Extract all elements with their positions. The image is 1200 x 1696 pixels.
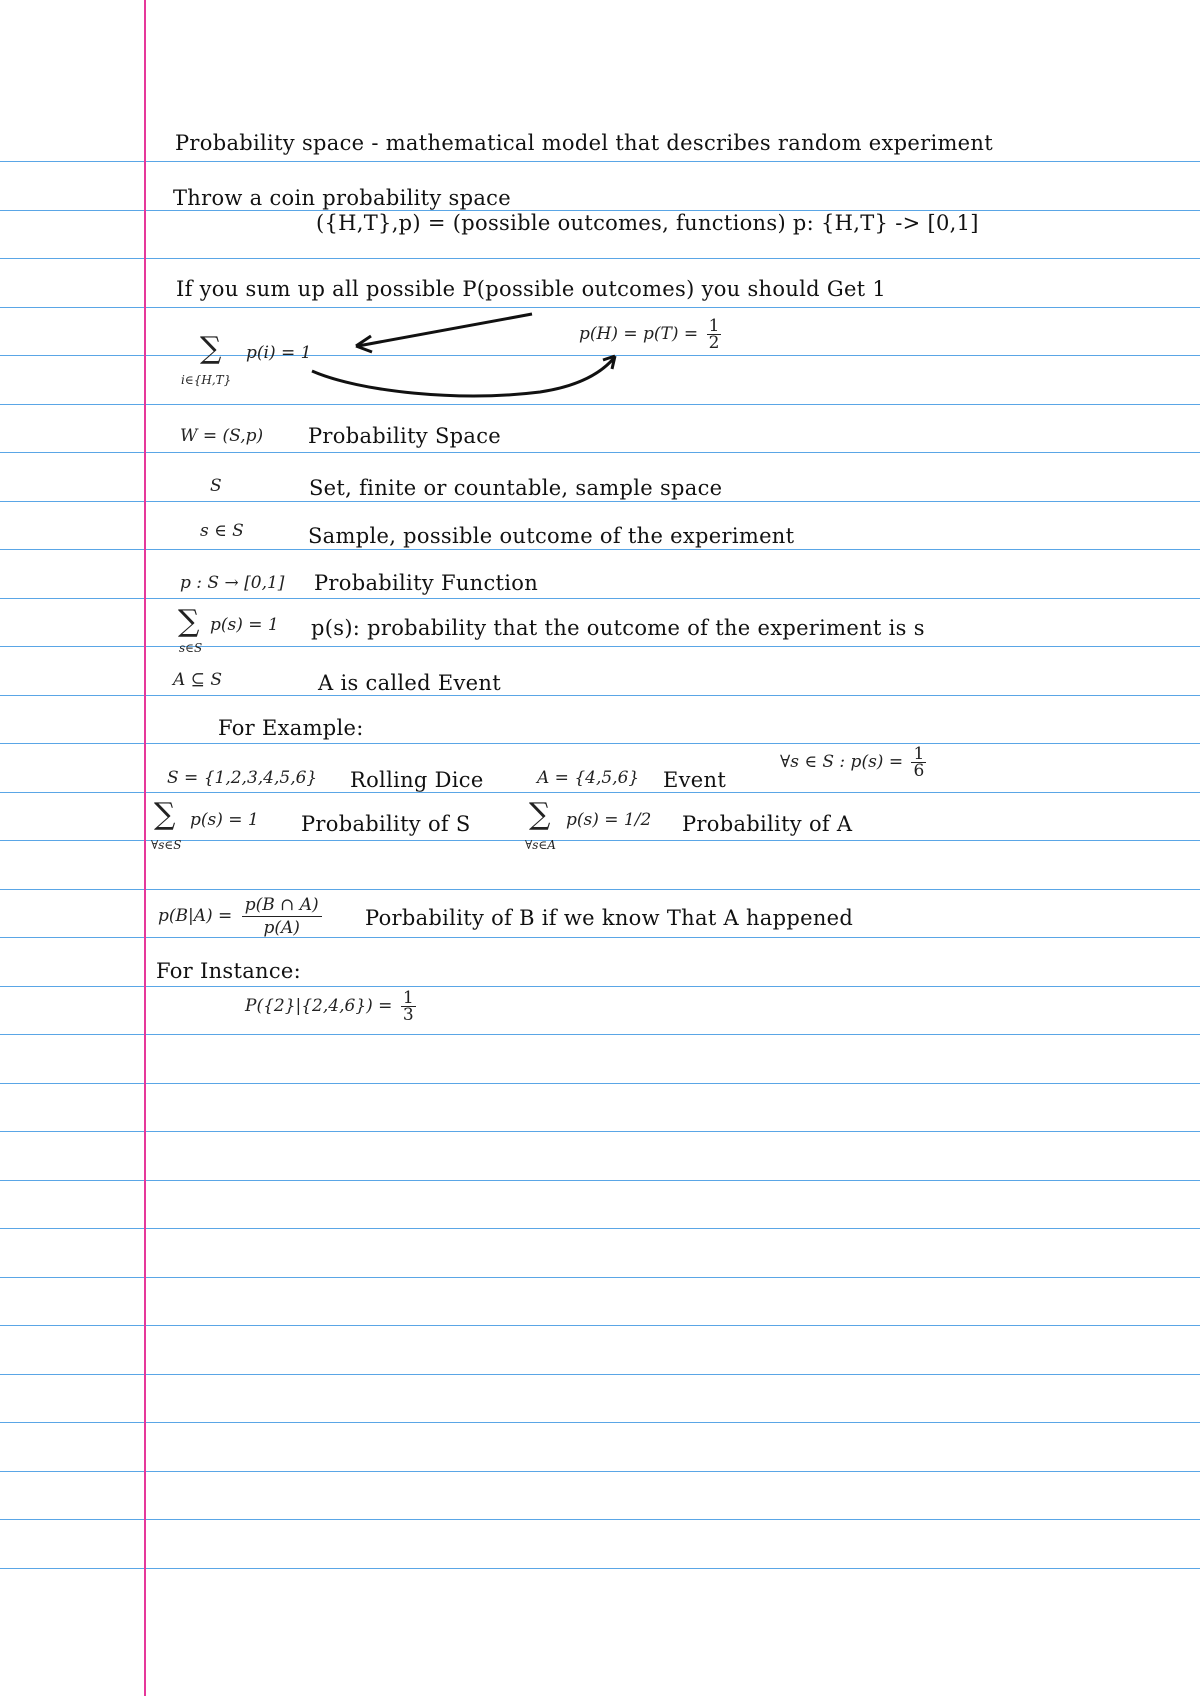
- sigma-symbol: ∑: [178, 604, 200, 639]
- instance-formula: [245, 990, 416, 1023]
- arrow-to-sum: [358, 314, 532, 346]
- coin-definition: ({H,T},p) = (possible outcomes, functions) p: {H,T} -> [0,1]: [316, 211, 979, 235]
- sigma-symbol: ∑: [154, 797, 176, 832]
- sum-note: If you sum up all possible P(possible outcomes) you should Get 1: [176, 277, 887, 301]
- probability-space-formula: W = (S,p): [180, 426, 264, 446]
- def-probability-function: Probability Function: [314, 571, 539, 595]
- third-denominator: 3: [402, 1005, 414, 1025]
- p-heads-lhs: p(H) = p(T) =: [579, 324, 699, 344]
- sixth-denominator: 6: [913, 761, 925, 781]
- def-sample-space: Set, finite or countable, sample space: [309, 476, 723, 500]
- half-denominator: 2: [708, 333, 720, 353]
- sumA-expression: p(s) = 1/2: [566, 810, 652, 830]
- def-event: A is called Event: [318, 671, 501, 695]
- event-label: Event: [663, 768, 727, 792]
- event-subset: A ⊆ S: [173, 670, 222, 690]
- uniform-probability-formula: [780, 746, 926, 779]
- instance-lhs: P({2}|{2,4,6}) =: [245, 996, 393, 1016]
- sixth-numerator: 1: [913, 744, 925, 764]
- sumA-subscript: ∀s∈A: [525, 838, 556, 852]
- rolling-dice-label: Rolling Dice: [350, 768, 484, 792]
- half-numerator: 1: [708, 316, 720, 336]
- forall-lhs: ∀s ∈ S : p(s) =: [780, 752, 904, 772]
- third-numerator: 1: [402, 988, 414, 1008]
- arrow-to-probabilities: [312, 358, 614, 396]
- sumS-subscript: ∀s∈S: [151, 838, 182, 852]
- def-sample: Sample, possible outcome of the experiment: [308, 524, 795, 548]
- def-probability-space: Probability Space: [308, 424, 501, 448]
- for-instance-heading: For Instance:: [156, 959, 302, 983]
- conditional-probability-description: Porbability of B if we know That A happened: [365, 906, 854, 930]
- dice-event-set: A = {4,5,6}: [537, 768, 640, 788]
- sum-i-expression: p(i) = 1: [246, 343, 312, 363]
- def-ps-meaning: p(s): probability that the outcome of the experiment is s: [311, 616, 925, 640]
- probability-function-formula: p : S → [0,1]: [180, 573, 285, 593]
- cond-denominator: p(A): [263, 918, 300, 938]
- sum-s-subscript: s∈S: [179, 641, 203, 655]
- probability-of-A-label: Probability of A: [682, 812, 853, 836]
- for-example-heading: For Example:: [218, 716, 364, 740]
- third-fraction: [401, 990, 416, 1023]
- sumS-expression: p(s) = 1: [190, 810, 259, 830]
- coin-heading: Throw a coin probability space: [173, 186, 511, 210]
- sigma-symbol: ∑: [200, 331, 222, 366]
- sample-membership: s ∈ S: [200, 521, 244, 541]
- sum-s-expression: p(s) = 1: [210, 615, 279, 635]
- cond-fraction: [242, 894, 322, 939]
- cond-lhs: p(B|A) =: [158, 906, 233, 926]
- sixth-fraction: [911, 746, 926, 779]
- sum-i-subscript: i∈{H,T}: [181, 373, 232, 387]
- conditional-probability-formula: [158, 894, 322, 939]
- probability-of-S-label: Probability of S: [301, 812, 471, 836]
- sample-space-symbol: S: [210, 476, 222, 496]
- title-line: Probability space - mathematical model that describes random experiment: [175, 131, 993, 155]
- dice-sample-space: S = {1,2,3,4,5,6}: [167, 768, 318, 788]
- cond-numerator: p(B ∩ A): [242, 894, 322, 917]
- sigma-symbol: ∑: [529, 797, 551, 832]
